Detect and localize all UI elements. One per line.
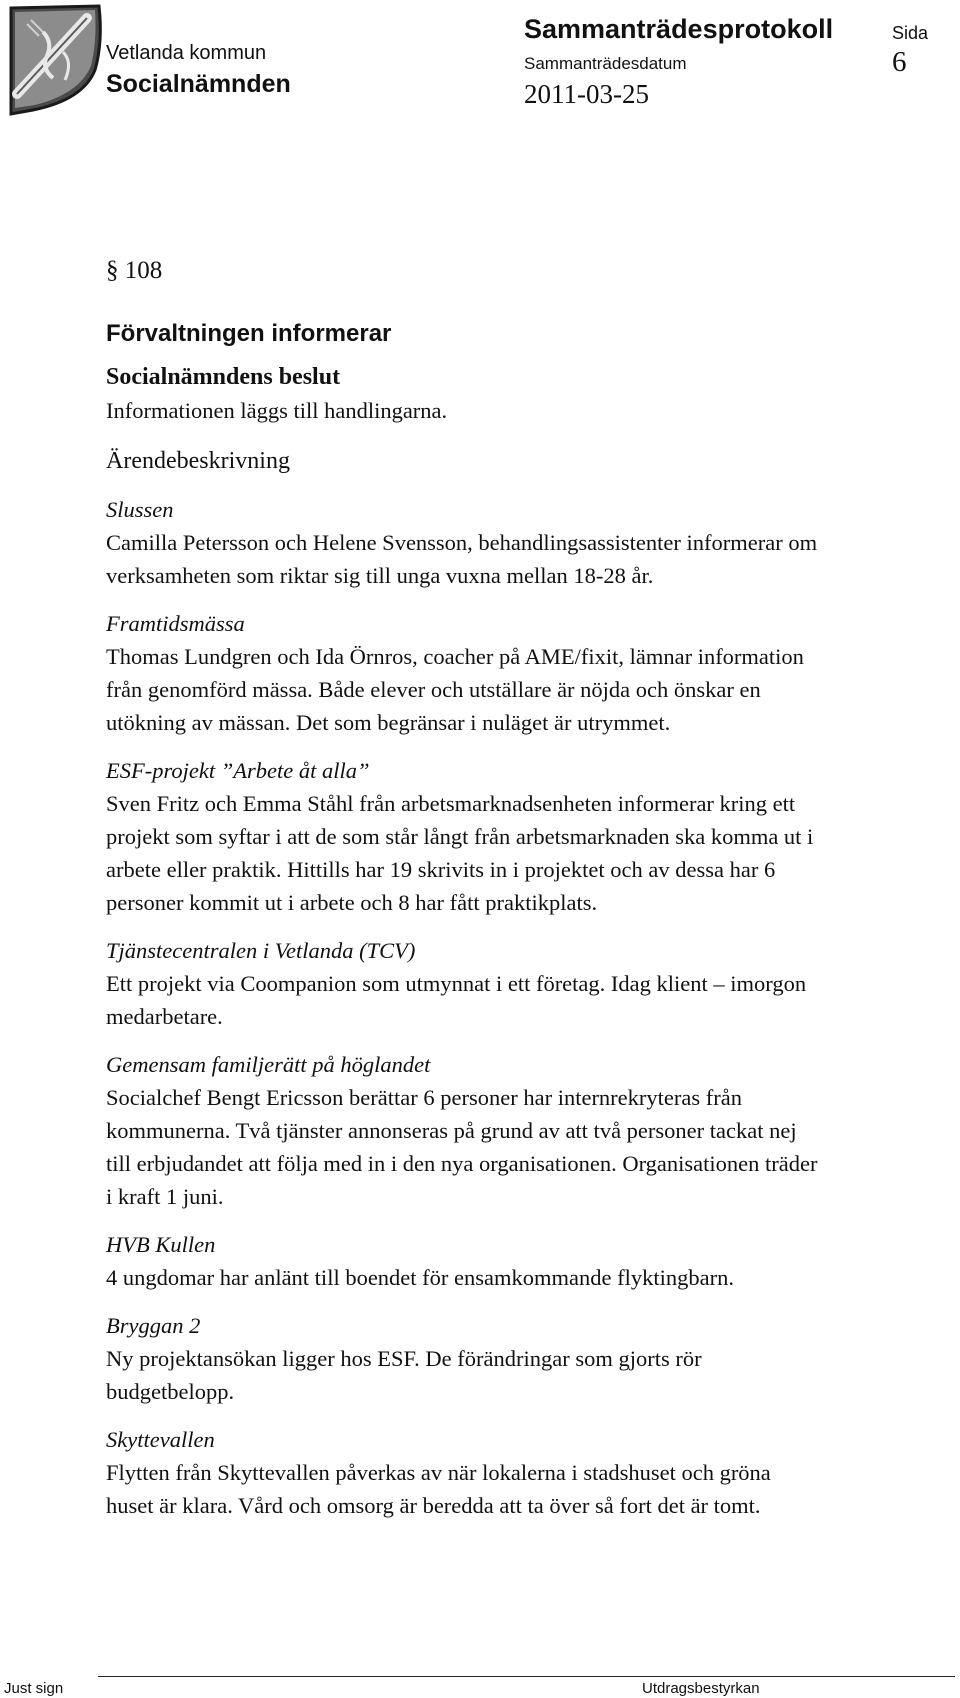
section-title: Skyttevallen — [106, 1427, 215, 1452]
paragraph-title: Förvaltningen informerar — [106, 320, 392, 347]
section-line: budgetbelopp. — [106, 1379, 235, 1404]
document-type: Sammanträdesprotokoll — [524, 14, 834, 44]
page-label: Sida — [892, 23, 929, 43]
section-line: utökning av mässan. Det som begränsar i nuläget är utrymmet. — [106, 710, 671, 735]
section-line: Socialchef Bengt Ericsson berättar 6 personer har internrekryteras från — [106, 1085, 742, 1110]
committee-name: Socialnämnden — [106, 70, 291, 98]
description-sections — [106, 493, 946, 1522]
footer-certification: Utdragsbestyrkan — [642, 1680, 760, 1697]
description-section — [106, 1048, 946, 1213]
page-number: 6 — [892, 46, 907, 78]
description-section — [106, 1423, 946, 1522]
section-line: i kraft 1 juni. — [106, 1184, 224, 1209]
description-section — [106, 754, 946, 919]
meeting-date: 2011-03-25 — [524, 79, 649, 109]
organization-name: Vetlanda kommun — [106, 42, 267, 64]
description-section — [106, 934, 946, 1033]
section-title: ESF-projekt ”Arbete åt alla” — [106, 758, 370, 783]
section-line: Ett projekt via Coompanion som utmynnat i ett företag. Idag klient – imorgon — [106, 971, 807, 996]
section-title: Tjänstecentralen i Vetlanda (TCV) — [106, 938, 416, 963]
description-section — [106, 1309, 946, 1408]
paragraph-number: § 108 — [106, 257, 163, 284]
decision-text: Informationen läggs till handlingarna. — [106, 398, 448, 423]
section-line: Flytten från Skyttevallen påverkas av när lokalerna i stadshuset och gröna — [106, 1460, 771, 1485]
section-title: Framtidsmässa — [106, 611, 245, 636]
description-heading: Ärendebeskrivning — [106, 448, 290, 474]
section-line: huset är klara. Vård och omsorg är beredda att ta över så fort det är tomt. — [106, 1493, 761, 1518]
section-line: personer kommit ut i arbete och 8 har fått praktikplats. — [106, 890, 598, 915]
section-line: medarbetare. — [106, 1004, 223, 1029]
decision-heading: Socialnämndens beslut — [106, 364, 341, 390]
description-section — [106, 493, 946, 592]
section-title: Slussen — [106, 497, 174, 522]
section-title: Gemensam familjerätt på höglandet — [106, 1052, 431, 1077]
section-title: HVB Kullen — [106, 1232, 216, 1257]
section-title: Bryggan 2 — [106, 1313, 201, 1338]
protocol-content — [106, 254, 946, 1537]
section-line: Sven Fritz och Emma Ståhl från arbetsmarknadsenheten informerar kring ett — [106, 791, 796, 816]
section-line: från genomförd mässa. Både elever och utställare är nöjda och önskar en — [106, 677, 761, 702]
section-line: 4 ungdomar har anlänt till boendet för ensamkommande flyktingbarn. — [106, 1265, 734, 1290]
footer-divider — [98, 1676, 955, 1677]
section-line: Camilla Petersson och Helene Svensson, behandlingsassistenter informerar om — [106, 530, 818, 555]
section-line: projekt som syftar i att de som står långt från arbetsmarknaden ska komma ut i — [106, 824, 814, 849]
section-line: Thomas Lundgren och Ida Örnros, coacher på AME/fixit, lämnar information — [106, 644, 804, 669]
section-line: arbete eller praktik. Hittills har 19 skrivits in i projektet och av dessa har 6 — [106, 857, 776, 882]
section-line: verksamheten som riktar sig till unga vuxna mellan 18-28 år. — [106, 563, 654, 588]
section-line: kommunerna. Två tjänster annonseras på grund av att två personer tackat nej — [106, 1118, 797, 1143]
section-line: Ny projektansökan ligger hos ESF. De förändringar som gjorts rör — [106, 1346, 702, 1371]
meeting-date-label: Sammanträdesdatum — [524, 54, 687, 73]
footer-just-sign: Just sign — [4, 1680, 64, 1697]
section-line: till erbjudandet att följa med in i den nya organisationen. Organisationen träder — [106, 1151, 818, 1176]
description-section — [106, 1228, 946, 1294]
description-section — [106, 607, 946, 739]
